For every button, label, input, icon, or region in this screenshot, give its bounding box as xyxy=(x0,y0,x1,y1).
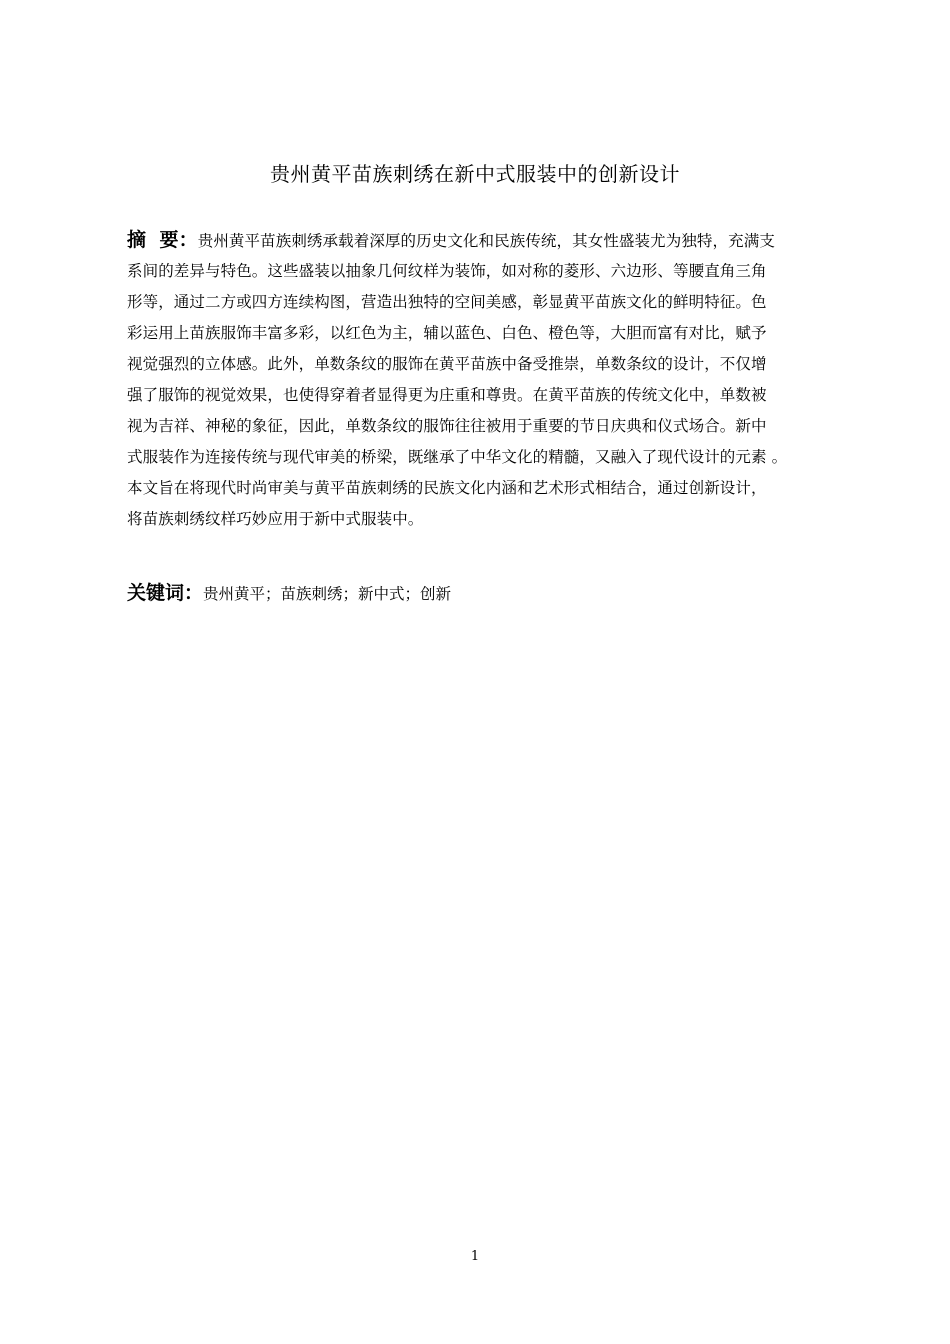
abstract-line: 式服装作为连接传统与现代审美的桥梁，既继承了中华文化的精髓，又融入了现代设计的元素 。 xyxy=(127,448,788,466)
abstract-line: 形等，通过二方或四方连续构图，营造出独特的空间美感，彰显黄平苗族文化的鲜明特征。色 xyxy=(127,293,767,311)
abstract-line: 视觉强烈的立体感。此外，单数条纹的服饰在黄平苗族中备受推崇，单数条纹的设计，不仅增 xyxy=(127,355,767,373)
paper-title: 贵州黄平苗族刺绣在新中式服装中的创新设计 xyxy=(270,162,680,186)
keywords-text: 贵州黄平；苗族刺绣；新中式；创新 xyxy=(203,585,452,603)
page-number: 1 xyxy=(470,1249,480,1264)
abstract xyxy=(127,225,837,535)
abstract-text: 贵州黄平苗族刺绣承载着深厚的历史文化和民族传统，其女性盛装尤为独特，充满支 xyxy=(197,232,775,250)
abstract-line xyxy=(127,225,837,256)
abstract-line: 将苗族刺绣纹样巧妙应用于新中式服装中。 xyxy=(127,510,424,528)
abstract-line: 本文旨在将现代时尚审美与黄平苗族刺绣的民族文化内涵和艺术形式相结合，通过创新设计， xyxy=(127,479,767,497)
abstract-line: 彩运用上苗族服饰丰富多彩，以红色为主，辅以蓝色、白色、橙色等，大胆而富有对比，赋予 xyxy=(127,324,767,342)
abstract-label: 摘 要： xyxy=(127,229,198,251)
keywords-label: 关键词： xyxy=(127,582,204,604)
abstract-line: 系间的差异与特色。这些盛装以抽象几何纹样为装饰，如对称的菱形、六边形、等腰直角三角 xyxy=(127,262,767,280)
keywords xyxy=(127,578,451,609)
abstract-line: 视为吉祥、神秘的象征，因此，单数条纹的服饰往往被用于重要的节日庆典和仪式场合。新中 xyxy=(127,417,767,435)
abstract-line: 强了服饰的视觉效果，也使得穿着者显得更为庄重和尊贵。在黄平苗族的传统文化中，单数被 xyxy=(127,386,767,404)
